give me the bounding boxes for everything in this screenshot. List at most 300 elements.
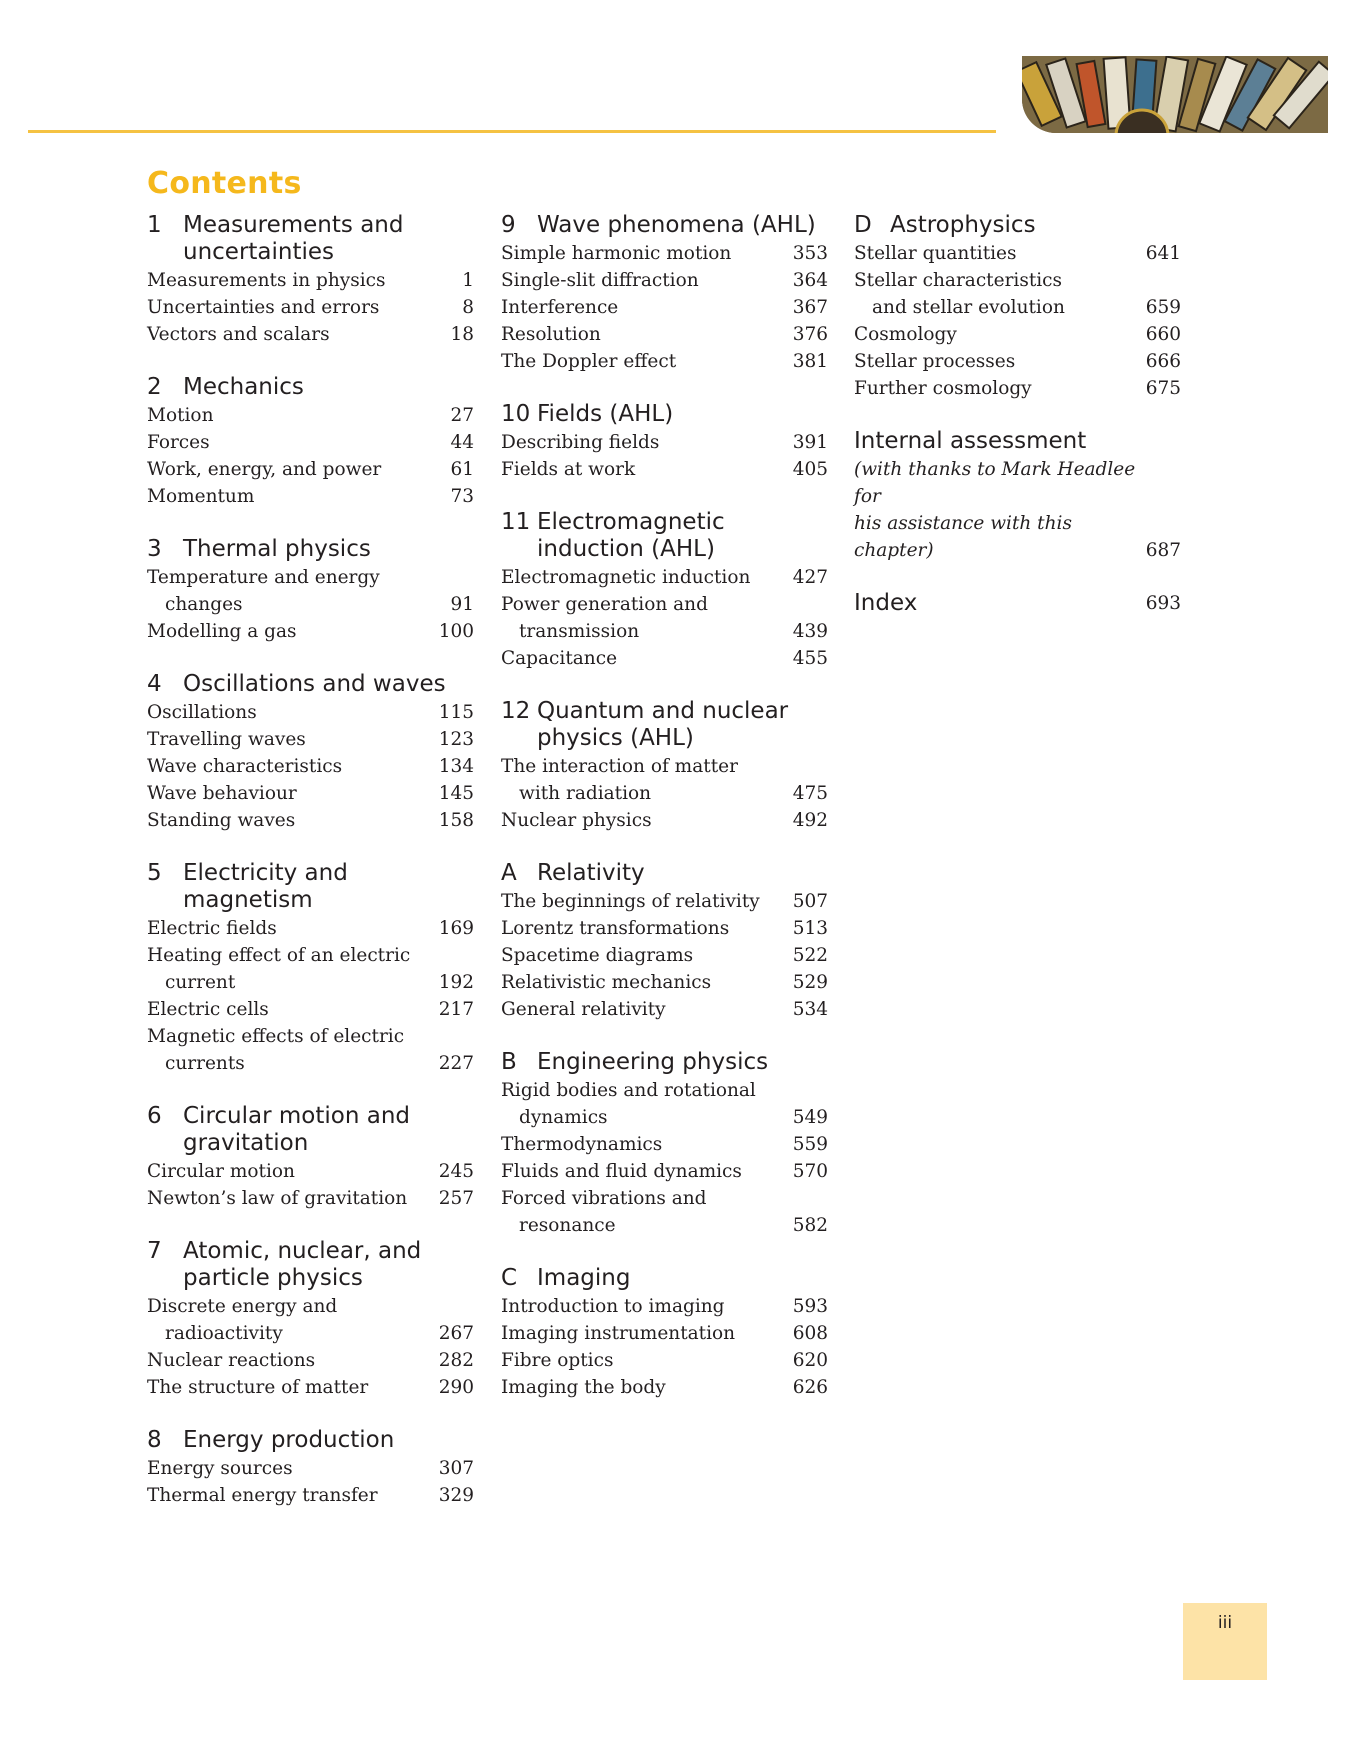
entry-title-line: Introduction to imaging	[501, 1296, 725, 1317]
toc-entry[interactable]	[147, 780, 474, 807]
toc-section	[501, 1049, 828, 1239]
entry-page-number: 18	[450, 324, 474, 345]
toc-entry[interactable]	[147, 1347, 474, 1374]
toc-entry[interactable]	[501, 645, 828, 672]
entry-title-line: Imaging the body	[501, 1377, 666, 1398]
entry-page-number: 522	[792, 945, 828, 966]
entry-page-number: 475	[792, 783, 828, 804]
entry-title	[147, 807, 434, 834]
toc-entry[interactable]	[501, 996, 828, 1023]
toc-entry[interactable]	[501, 564, 828, 591]
entry-title-line: General relativity	[501, 999, 666, 1020]
toc-section	[501, 509, 828, 672]
entry-page-number: 145	[438, 783, 474, 804]
entry-page-number: 549	[792, 1107, 828, 1128]
section-number: C	[501, 1265, 518, 1291]
toc-section	[147, 212, 474, 348]
entry-page-number: 405	[792, 459, 828, 480]
toc-section	[147, 536, 474, 645]
entry-title	[501, 1374, 788, 1401]
toc-section-heading[interactable]	[147, 1103, 474, 1157]
section-number: 10	[501, 401, 531, 427]
toc-entry[interactable]	[147, 1455, 474, 1482]
entry-title	[501, 1158, 788, 1185]
entry-title	[501, 888, 788, 915]
entry-title	[147, 456, 434, 483]
toc-section-heading[interactable]	[147, 860, 474, 914]
toc-section	[501, 212, 828, 375]
section-number: D	[854, 212, 872, 238]
toc-entry[interactable]	[854, 456, 1181, 564]
entry-title-line: Electric fields	[147, 918, 277, 939]
toc-entry[interactable]	[501, 1158, 828, 1185]
entry-title-line: Thermal energy transfer	[147, 1485, 378, 1506]
entry-page-number: 660	[1145, 324, 1181, 345]
toc-entry[interactable]	[501, 1320, 828, 1347]
toc-section-heading[interactable]	[501, 509, 828, 563]
entry-page-number: 367	[792, 297, 828, 318]
section-title: Thermal physics	[183, 536, 371, 562]
toc-entry[interactable]	[854, 348, 1181, 375]
entry-page-number: 192	[438, 972, 474, 993]
entry-title	[147, 618, 434, 645]
entry-title	[854, 267, 1141, 321]
entry-title	[147, 1023, 434, 1077]
entry-title	[147, 996, 434, 1023]
toc-entry[interactable]	[147, 753, 474, 780]
entry-title	[501, 429, 788, 456]
toc-entry[interactable]	[501, 1077, 828, 1131]
entry-title-line: Electromagnetic induction	[501, 567, 751, 588]
entry-title	[501, 969, 788, 996]
toc-entry[interactable]	[147, 267, 474, 294]
entry-title	[501, 1131, 788, 1158]
entry-page-number: 641	[1145, 243, 1181, 264]
entry-page-number: 687	[1145, 540, 1181, 561]
entry-page-number: 282	[438, 1350, 474, 1371]
entry-title-line: Vectors and scalars	[147, 324, 330, 345]
toc-entry[interactable]	[147, 618, 474, 645]
section-number: 7	[147, 1238, 162, 1264]
entry-title-line: Magnetic effects of electric	[147, 1026, 405, 1047]
entry-title	[147, 1158, 434, 1185]
entry-title-line: Fields at work	[501, 459, 636, 480]
entry-title-line: Describing fields	[501, 432, 660, 453]
toc-section-heading[interactable]	[854, 590, 1181, 617]
section-title: Internal assessment	[854, 428, 1087, 454]
entry-page-number: 529	[792, 972, 828, 993]
toc-section-heading[interactable]	[501, 212, 828, 239]
entry-title-line: Wave behaviour	[147, 783, 297, 804]
toc-entry[interactable]	[501, 321, 828, 348]
section-number: A	[501, 860, 517, 886]
entry-title-line: Oscillations	[147, 702, 257, 723]
toc-section	[501, 1265, 828, 1401]
entry-title-line: The Doppler effect	[501, 351, 677, 372]
toc-section-heading[interactable]	[147, 536, 474, 563]
entry-page-number: 257	[438, 1188, 474, 1209]
entry-title-line: Temperature and energy	[147, 567, 380, 588]
entry-page-number: 427	[792, 567, 828, 588]
toc-entry[interactable]	[501, 888, 828, 915]
entry-title-line: Lorentz transformations	[501, 918, 730, 939]
entry-title	[147, 1482, 434, 1509]
entry-title-line: Power generation and	[501, 594, 708, 615]
toc-entry[interactable]	[501, 267, 828, 294]
toc-entry[interactable]	[147, 1158, 474, 1185]
toc-entry[interactable]	[501, 1347, 828, 1374]
entry-title	[501, 1293, 788, 1320]
toc-entry[interactable]	[501, 429, 828, 456]
toc-entry[interactable]	[501, 753, 828, 807]
entry-title	[147, 564, 434, 618]
toc-entry[interactable]	[501, 1131, 828, 1158]
section-title: Relativity	[537, 860, 645, 886]
entry-title-line: Nuclear physics	[501, 810, 652, 831]
entry-page-number: 290	[438, 1377, 474, 1398]
entry-title-continuation: dynamics	[519, 1107, 608, 1128]
entry-title-continuation: and stellar evolution	[872, 297, 1065, 318]
entry-title-continuation: transmission	[519, 621, 640, 642]
entry-page-number: 245	[438, 1161, 474, 1182]
toc-entry[interactable]	[147, 915, 474, 942]
section-title: Engineering physics	[537, 1049, 769, 1075]
toc-entry[interactable]	[854, 267, 1181, 321]
entry-title-continuation: resonance	[519, 1215, 616, 1236]
entry-title	[501, 1185, 788, 1239]
entry-title-line: The interaction of matter	[501, 756, 738, 777]
entry-title-line: Circular motion	[147, 1161, 295, 1182]
section-number: 5	[147, 860, 162, 886]
entry-page-number: 8	[462, 297, 474, 318]
toc-column-3	[854, 212, 1181, 643]
toc-entry[interactable]	[501, 969, 828, 996]
toc-entry[interactable]	[147, 1185, 474, 1212]
entry-title	[501, 645, 788, 672]
entry-title-continuation: with radiation	[519, 783, 652, 804]
toc-entry[interactable]	[854, 240, 1181, 267]
entry-title-line: Spacetime diagrams	[501, 945, 694, 966]
entry-title-line: Stellar processes	[854, 351, 1016, 372]
section-number: 1	[147, 212, 162, 238]
section-number: 3	[147, 536, 162, 562]
entry-title-line: (with thanks to Mark Headlee for	[854, 459, 1136, 507]
section-number: 4	[147, 671, 162, 697]
entry-page-number: 307	[438, 1458, 474, 1479]
entry-title-line: Simple harmonic motion	[501, 243, 732, 264]
entry-title-line: Momentum	[147, 486, 255, 507]
toc-section-heading[interactable]	[501, 401, 828, 428]
entry-title-line: Motion	[147, 405, 214, 426]
entry-page-number: 267	[438, 1323, 474, 1344]
toc-entry[interactable]	[501, 294, 828, 321]
toc-section-heading[interactable]	[147, 374, 474, 401]
entry-page-number: 27	[450, 405, 474, 426]
entry-title	[147, 1347, 434, 1374]
entry-title-continuation: currents	[165, 1053, 245, 1074]
entry-page-number: 44	[450, 432, 474, 453]
section-title: Electricity and magnetism	[183, 860, 348, 913]
section-number: 2	[147, 374, 162, 400]
page-title: Contents	[147, 166, 302, 201]
entry-title	[501, 267, 788, 294]
entry-title-line: Interference	[501, 297, 619, 318]
entry-page-number: 217	[438, 999, 474, 1020]
entry-title	[501, 294, 788, 321]
entry-title	[147, 780, 434, 807]
toc-entry[interactable]	[147, 1293, 474, 1347]
entry-title-line: Energy sources	[147, 1458, 293, 1479]
toc-section-heading[interactable]	[147, 1427, 474, 1454]
toc-section	[147, 374, 474, 510]
toc-entry[interactable]	[147, 483, 474, 510]
entry-page-number: 455	[792, 648, 828, 669]
entry-page-number: 507	[792, 891, 828, 912]
entry-title-line: Uncertainties and errors	[147, 297, 380, 318]
entry-title	[501, 456, 788, 483]
toc-entry[interactable]	[147, 429, 474, 456]
toc-entry[interactable]	[147, 294, 474, 321]
section-title: Atomic, nuclear, and particle physics	[183, 1238, 422, 1291]
entry-title-line: Capacitance	[501, 648, 618, 669]
entry-title-line: Relativistic mechanics	[501, 972, 712, 993]
toc-entry[interactable]	[147, 402, 474, 429]
entry-title-continuation: changes	[165, 594, 243, 615]
entry-title	[147, 699, 434, 726]
toc-section	[147, 860, 474, 1077]
entry-title-line: Single-slit diffraction	[501, 270, 699, 291]
entry-page-number: 91	[450, 594, 474, 615]
entry-title	[501, 942, 788, 969]
toc-section-heading[interactable]	[147, 1238, 474, 1292]
entry-title-line: Nuclear reactions	[147, 1350, 316, 1371]
toc-entry[interactable]	[147, 456, 474, 483]
entry-page-number: 513	[792, 918, 828, 939]
toc-entry[interactable]	[854, 321, 1181, 348]
header-photo	[1022, 56, 1328, 133]
entry-title	[147, 942, 434, 996]
entry-page-number: 626	[792, 1377, 828, 1398]
toc-entry[interactable]	[501, 348, 828, 375]
toc-section-heading[interactable]	[147, 671, 474, 698]
section-title: Measurements and uncertainties	[183, 212, 404, 265]
section-title: Astrophysics	[890, 212, 1036, 238]
toc-entry[interactable]	[501, 1374, 828, 1401]
entry-title	[854, 348, 1141, 375]
section-title: Wave phenomena (AHL)	[537, 212, 816, 238]
entry-page-number: 391	[792, 432, 828, 453]
toc-entry[interactable]	[147, 726, 474, 753]
toc-section-heading[interactable]	[501, 1265, 828, 1292]
toc-entry[interactable]	[147, 942, 474, 996]
toc-entry[interactable]	[147, 1482, 474, 1509]
entry-title	[501, 1077, 788, 1131]
toc-entry[interactable]	[501, 1185, 828, 1239]
toc-section-heading[interactable]	[147, 212, 474, 266]
toc-entry[interactable]	[147, 1023, 474, 1077]
section-title: Quantum and nuclear physics (AHL)	[537, 698, 789, 751]
entry-page-number: 329	[438, 1485, 474, 1506]
entry-title	[854, 321, 1141, 348]
toc-column-1	[147, 212, 474, 1535]
section-number: 11	[501, 509, 531, 535]
entry-title	[147, 429, 434, 456]
entry-title-line: Rigid bodies and rotational	[501, 1080, 756, 1101]
toc-entry[interactable]	[854, 375, 1181, 402]
entry-title-line: Further cosmology	[854, 378, 1032, 399]
entry-title	[147, 267, 434, 294]
entry-page-number: 534	[792, 999, 828, 1020]
entry-title-line: Thermodynamics	[501, 1134, 663, 1155]
toc-entry[interactable]	[147, 321, 474, 348]
entry-page-number: 169	[438, 918, 474, 939]
entry-title-line: Wave characteristics	[147, 756, 343, 777]
entry-title-line: Resolution	[501, 324, 601, 345]
toc-entry[interactable]	[501, 456, 828, 483]
section-title: Fields (AHL)	[537, 401, 674, 427]
entry-title-line: Heating effect of an electric	[147, 945, 411, 966]
entry-page-number: 675	[1145, 378, 1181, 399]
entry-title	[501, 753, 788, 807]
entry-title-line: Discrete energy and	[147, 1296, 338, 1317]
entry-page-number: 492	[792, 810, 828, 831]
entry-title	[147, 1185, 434, 1212]
section-title: Energy production	[183, 1427, 395, 1453]
entry-page-number: 158	[438, 810, 474, 831]
section-number: 8	[147, 1427, 162, 1453]
page-number: iii	[1183, 1603, 1267, 1680]
toc-section	[147, 1238, 474, 1401]
entry-page-number: 364	[792, 270, 828, 291]
entry-title	[147, 483, 434, 510]
section-title: Circular motion and gravitation	[183, 1103, 410, 1156]
toc-entry[interactable]	[501, 942, 828, 969]
entry-title-line: Standing waves	[147, 810, 296, 831]
toc-entry[interactable]	[501, 1293, 828, 1320]
entry-title	[501, 1320, 788, 1347]
entry-title-line: Electric cells	[147, 999, 269, 1020]
entry-title	[854, 456, 1141, 564]
entry-title-line: Travelling waves	[147, 729, 306, 750]
entry-page-number: 73	[450, 486, 474, 507]
entry-title	[854, 375, 1141, 402]
entry-title	[854, 240, 1141, 267]
section-number: 6	[147, 1103, 162, 1129]
entry-page-number: 123	[438, 729, 474, 750]
entry-title-line: Work, energy, and power	[147, 459, 382, 480]
toc-entry[interactable]	[501, 240, 828, 267]
entry-title-continuation: his assistance with this chapter)	[854, 513, 1072, 561]
entry-page-number: 353	[792, 243, 828, 264]
entry-title	[501, 240, 788, 267]
toc-section	[854, 212, 1181, 402]
toc-section-heading[interactable]	[854, 428, 1181, 455]
entry-page-number: 659	[1145, 297, 1181, 318]
entry-title	[501, 564, 788, 591]
entry-title-line: Fluids and fluid dynamics	[501, 1161, 742, 1182]
entry-page-number: 608	[792, 1323, 828, 1344]
entry-title	[147, 294, 434, 321]
entry-title	[501, 996, 788, 1023]
entry-title-line: Modelling a gas	[147, 621, 297, 642]
entry-page-number: 115	[438, 702, 474, 723]
section-number: 9	[501, 212, 516, 238]
entry-page-number: 100	[438, 621, 474, 642]
toc-section-heading[interactable]	[501, 1049, 828, 1076]
toc-entry[interactable]	[147, 807, 474, 834]
toc-section	[147, 671, 474, 834]
toc-section	[501, 860, 828, 1023]
entry-title-line: Imaging instrumentation	[501, 1323, 736, 1344]
section-title: Electromagnetic induction (AHL)	[537, 509, 725, 562]
toc-entry[interactable]	[147, 699, 474, 726]
toc-section	[501, 401, 828, 483]
entry-title-line: Stellar characteristics	[854, 270, 1063, 291]
entry-title-line: Fibre optics	[501, 1350, 614, 1371]
entry-title	[147, 915, 434, 942]
entry-title-line: Stellar quantities	[854, 243, 1017, 264]
entry-title	[501, 348, 788, 375]
entry-page-number: 1	[462, 270, 474, 291]
entry-title	[147, 1374, 434, 1401]
entry-page-number: 227	[438, 1053, 474, 1074]
entry-title-line: Forces	[147, 432, 210, 453]
toc-entry[interactable]	[501, 807, 828, 834]
toc-entry[interactable]	[501, 591, 828, 645]
toc-entry[interactable]	[147, 996, 474, 1023]
toc-section-heading[interactable]	[501, 698, 828, 752]
entry-page-number: 570	[792, 1161, 828, 1182]
entry-page-number: 559	[792, 1134, 828, 1155]
section-title: Imaging	[537, 1265, 631, 1291]
entry-title-continuation: current	[165, 972, 236, 993]
entry-page-number: 134	[438, 756, 474, 777]
entry-title	[501, 591, 788, 645]
entry-page-number: 376	[792, 324, 828, 345]
entry-title-continuation: radioactivity	[165, 1323, 283, 1344]
entry-page-number: 439	[792, 621, 828, 642]
entry-title	[501, 807, 788, 834]
toc-column-2	[501, 212, 828, 1427]
section-title: Index	[854, 590, 918, 616]
toc-section	[854, 590, 1181, 617]
toc-section	[147, 1427, 474, 1509]
header-rule	[28, 130, 996, 133]
entry-title	[147, 753, 434, 780]
entry-title	[147, 1455, 434, 1482]
section-title: Oscillations and waves	[183, 671, 446, 697]
entry-title-line: Cosmology	[854, 324, 957, 345]
entry-page-number: 593	[792, 1296, 828, 1317]
section-number: B	[501, 1049, 517, 1075]
toc-section	[501, 698, 828, 834]
entry-page-number: 61	[450, 459, 474, 480]
entry-page-number: 582	[792, 1215, 828, 1236]
entry-title-line: The beginnings of relativity	[501, 891, 760, 912]
entry-title-line: Newton’s law of gravitation	[147, 1188, 408, 1209]
entry-title	[147, 1293, 434, 1347]
toc-entry[interactable]	[147, 564, 474, 618]
toc-entry[interactable]	[147, 1374, 474, 1401]
entry-title	[501, 915, 788, 942]
entry-title	[147, 321, 434, 348]
toc-section-heading[interactable]	[854, 212, 1181, 239]
entry-title-line: The structure of matter	[147, 1377, 369, 1398]
toc-entry[interactable]	[501, 915, 828, 942]
toc-section-heading[interactable]	[501, 860, 828, 887]
entry-title-line: Forced vibrations and	[501, 1188, 707, 1209]
entry-page-number: 620	[792, 1350, 828, 1371]
